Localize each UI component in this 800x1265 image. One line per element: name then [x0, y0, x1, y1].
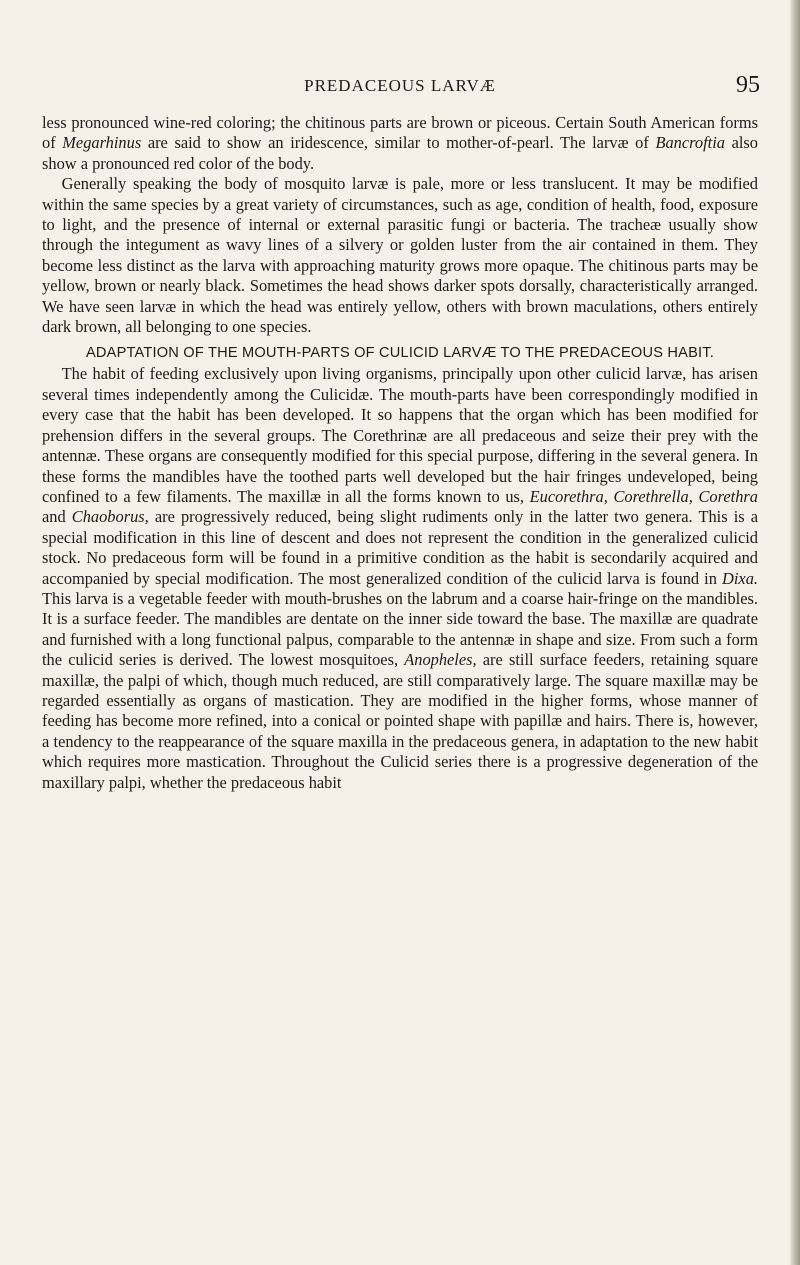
- page-number: 95: [736, 72, 760, 98]
- genus-name: Anopheles,: [404, 650, 477, 670]
- section-heading: ADAPTATION OF THE MOUTH-PARTS OF CULICID LARVÆ TO THE PREDACEOUS HABIT.: [85, 345, 715, 362]
- paragraph-1: [42, 113, 758, 174]
- genus-name: Megarhinus: [62, 133, 142, 153]
- paragraph-2: Generally speaking the body of mosquito larvæ is pale, more or less translucent. It may be modified within the same species by a great variety of circumstances, such as age, condition of health, food, exposure to light, and the presence of internal or external parasitic fungi or bacteria. The tracheæ usually show through the integument as wavy lines of a silvery or golden luster from the air contained in them. They become less distinct as the larva with approaching maturity grows more opaque. The chitinous parts may be yellow, brown or nearly black. Sometimes the head shows darker spots dorsally, characteristically arranged. We have seen larvæ in which the head was entirely yellow, others with brown maculations, others entirely dark brown, all belonging to one species.: [42, 174, 758, 337]
- paragraph-3: [42, 364, 758, 793]
- body-text: [42, 113, 758, 793]
- genus-names: Eucorethra, Corethrella, Corethra: [529, 486, 758, 506]
- text-run: are said to show an iridescence, similar to mother-of-pearl. The larvæ of: [141, 133, 656, 153]
- text-run: are still surface feeders, retaining square maxillæ, the palpi of which, though much reduced, are still comparatively large. The square maxillæ may be regarded essentially as organs of mastication. They are modified in the higher forms, whose manner of feeding has become more refined, into a conical or pointed shape with papillæ and hairs. There is, however, a tendency to the reappearance of the square maxilla in the predaceous genera, in adaptation to the new habit which requires more mastication. Throughout the Culicid series there is a progressive degeneration of the maxillary palpi, whether the predaceous habit: [42, 650, 758, 792]
- page-edge-shadow: [790, 0, 800, 1265]
- text-run: This larva is a vegetable feeder with mouth-brushes on the labrum and a coarse hair-fringe on the mandibles. It is a surface feeder. The mandibles are dentate on the inner side toward the base. The maxillæ are quadrate and furnished with a long functional palpus, comparable to the antennæ in shape and size. From such a form the culicid series is derived. The lowest mosquitoes,: [42, 588, 758, 670]
- text-run: less pronounced wine-red coloring; the chitinous parts are brown or piceous. Certain South American forms of: [42, 113, 758, 153]
- text-run: and: [42, 507, 72, 527]
- page-header: [40, 72, 760, 98]
- genus-name: Dixa.: [722, 568, 758, 588]
- text-run: also show a pronounced red color of the body.: [42, 133, 758, 173]
- genus-name: Chaoborus,: [71, 507, 149, 527]
- text-run: are progressively reduced, being slight rudiments only in the latter two genera. This is a special modification in this line of descent and does not represent the condition in the generalized culicid stock. No predaceous form will be found in a primitive condition as the habit is secondarily acquired and accompanied by special modification. The most generalized condition of the culicid larva is found in: [42, 507, 759, 588]
- running-head: PREDACEOUS LARVÆ: [304, 76, 496, 95]
- genus-name: Bancroftia: [655, 133, 725, 153]
- text-run: The habit of feeding exclusively upon living organisms, principally upon other culicid larvæ, has arisen several times independently among the Culicidæ. The mouth-parts have been correspondingly modified in every case that the habit has been developed. It so happens that the organ which has been modified for prehension differs in the several groups. The Corethrinæ are all predaceous and seize their prey with the antennæ. These organs are consequently modified for this special purpose, differing in the several genera. In these forms the mandibles have the toothed parts well developed but the hair fringes undeveloped, being confined to a few filaments. The maxillæ in all the forms known to us,: [42, 364, 758, 506]
